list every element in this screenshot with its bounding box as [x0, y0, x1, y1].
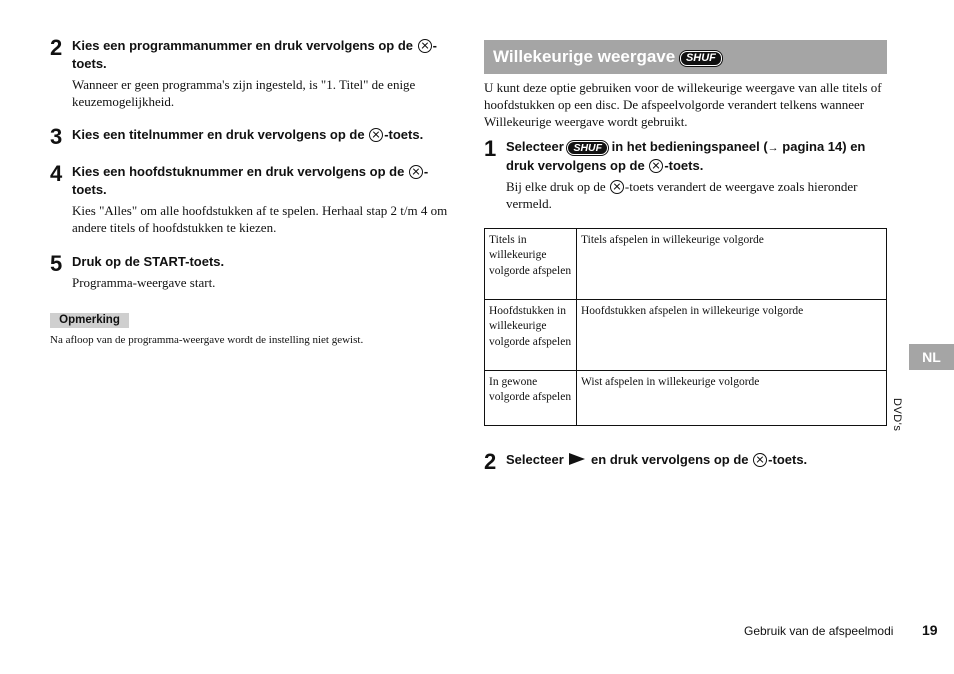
- shuf-badge-icon: SHUF: [567, 141, 608, 155]
- step-description: Bij elke druk op de -toets verandert de weergave zoals hieronder vermeld.: [506, 179, 858, 211]
- cross-button-icon: [369, 128, 383, 142]
- description-cell: Titels afspelen in willekeurige volgorde: [577, 229, 887, 300]
- step-title: Kies een titelnummer en druk vervolgens op de -toets.: [72, 127, 424, 142]
- cross-button-icon: [649, 159, 663, 173]
- step-description: Kies "Alles" om alle hoofdstukken af te spelen. Herhaal stap 2 t/m 4 om andere titels of hoofdstukken te kiezen.: [72, 203, 448, 235]
- section-header: [484, 40, 887, 74]
- step-title: Kies een hoofdstuknummer en druk vervolgens op de -toets.: [72, 164, 429, 197]
- step-2-play: [484, 449, 887, 474]
- play-icon: [569, 453, 585, 465]
- cross-button-icon: [610, 180, 624, 194]
- step-2-program: [50, 37, 450, 110]
- step-number: 4: [50, 161, 63, 186]
- step-number: 2: [484, 449, 497, 474]
- table-row: [485, 371, 887, 426]
- description-cell: Hoofdstukken afspelen in willekeurige volgorde: [577, 300, 887, 371]
- step-4-chapter: [50, 163, 450, 236]
- step-3-title: [50, 124, 450, 149]
- note-text: Na afloop van de programma-weergave wordt de instelling niet gewist.: [50, 334, 364, 346]
- cross-button-icon: [409, 165, 423, 179]
- section-title: Willekeurige weergave: [493, 47, 676, 66]
- mode-cell: In gewone volgorde afspelen: [485, 371, 577, 426]
- page-number: 19: [922, 622, 938, 638]
- step-1-select-shuf: [484, 138, 887, 212]
- cross-button-icon: [753, 453, 767, 467]
- step-number: 3: [50, 124, 63, 149]
- shuf-badge-icon: SHUF: [680, 51, 722, 66]
- step-title: Selecteer en druk vervolgens op de -toets.: [506, 452, 808, 467]
- shuffle-mode-table: [484, 228, 887, 426]
- cross-button-icon: [418, 39, 432, 53]
- step-number: 2: [50, 35, 63, 60]
- table-row: [485, 300, 887, 371]
- step-title: Selecteer SHUF in het bedieningspaneel (→ pagina 14) en druk vervolgens op de -toets.: [506, 139, 866, 173]
- step-5-start: [50, 253, 450, 291]
- footer-section-title: Gebruik van de afspeelmodi: [744, 624, 894, 638]
- step-description: Wanneer er geen programma's zijn ingesteld, is "1. Titel" de enige keuzemogelijkheid.: [72, 77, 416, 109]
- intro-paragraph: U kunt deze optie gebruiken voor de willekeurige weergave van alle titels of hoofdstukken op een disc. De afspeelvolgorde verandert telkens wanneer Willekeurige weergave wordt gebruikt.: [484, 80, 882, 129]
- step-title: Kies een programmanummer en druk vervolgens op de -toets.: [72, 38, 437, 71]
- section-side-label: DVD's: [891, 398, 903, 432]
- step-number: 5: [50, 251, 63, 276]
- description-cell: Wist afspelen in willekeurige volgorde: [577, 371, 887, 426]
- step-description: Programma-weergave start.: [72, 275, 216, 290]
- step-title: Druk op de START-toets.: [72, 254, 225, 269]
- step-number: 1: [484, 136, 497, 161]
- language-tab: NL: [909, 344, 954, 370]
- mode-cell: Titels in willekeurige volgorde afspelen: [485, 229, 577, 300]
- table-row: [485, 229, 887, 300]
- note-label: Opmerking: [50, 313, 129, 328]
- page-reference-arrow-icon: →: [767, 142, 779, 154]
- mode-cell: Hoofdstukken in willekeurige volgorde afspelen: [485, 300, 577, 371]
